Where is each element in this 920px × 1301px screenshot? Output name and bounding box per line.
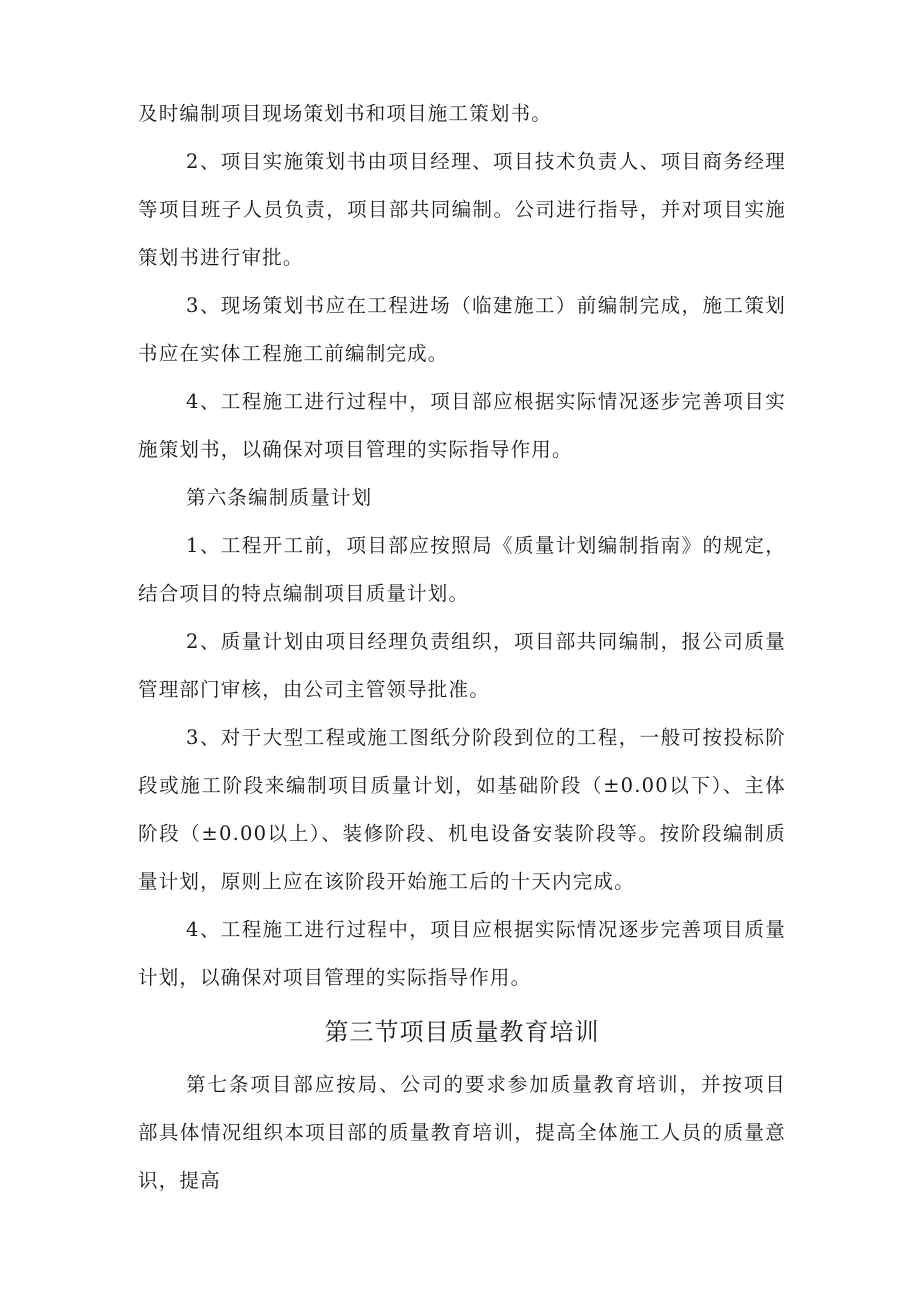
paragraph-item-2: 2、项目实施策划书由项目经理、项目技术负责人、项目商务经理等项目班子人员负责，项目部共同编制。公司进行指导，并对项目实施策划书进行审批。 — [138, 150, 786, 269]
article-seven-paragraph: 第七条项目部应按局、公司的要求参加质量教育培训，并按项目部具体情况组织本项目部的质量教育培训，提高全体施工人员的质量意识，提高 — [138, 1073, 786, 1192]
paragraph-continuation: 及时编制项目现场策划书和项目施工策划书。 — [138, 102, 553, 125]
article-six-item-3: 3、对于大型工程或施工图纸分阶段到位的工程，一般可按投标阶段或施工阶段来编制项目质量计划，如基础阶段（±0.00以下）、主体阶段（±0.00以上）、装修阶段、机电设备安装阶段等。按阶段编制质量计划，原则上应在该阶段开始施工后的十天内完成。 — [138, 726, 786, 893]
body-text-lower — [138, 1061, 786, 1205]
body-text-upper — [138, 90, 786, 1002]
paragraph-item-3: 3、现场策划书应在工程进场（临建施工）前编制完成，施工策划书应在实体工程施工前编制完成。 — [138, 294, 786, 365]
article-six-title: 第六条编制质量计划 — [186, 486, 373, 509]
section-heading: 第三节项目质量教育培训 — [324, 1018, 600, 1046]
article-six-item-2: 2、质量计划由项目经理负责组织，项目部共同编制，报公司质量管理部门审核，由公司主管领导批准。 — [138, 630, 786, 701]
paragraph-item-4: 4、工程施工进行过程中，项目部应根据实际情况逐步完善项目实施策划书，以确保对项目管理的实际指导作用。 — [138, 390, 786, 461]
article-six-item-1: 1、工程开工前，项目部应按照局《质量计划编制指南》的规定，结合项目的特点编制项目质量计划。 — [138, 534, 786, 605]
article-six-item-4: 4、工程施工进行过程中，项目应根据实际情况逐步完善项目质量计划，以确保对项目管理的实际指导作用。 — [138, 918, 786, 989]
